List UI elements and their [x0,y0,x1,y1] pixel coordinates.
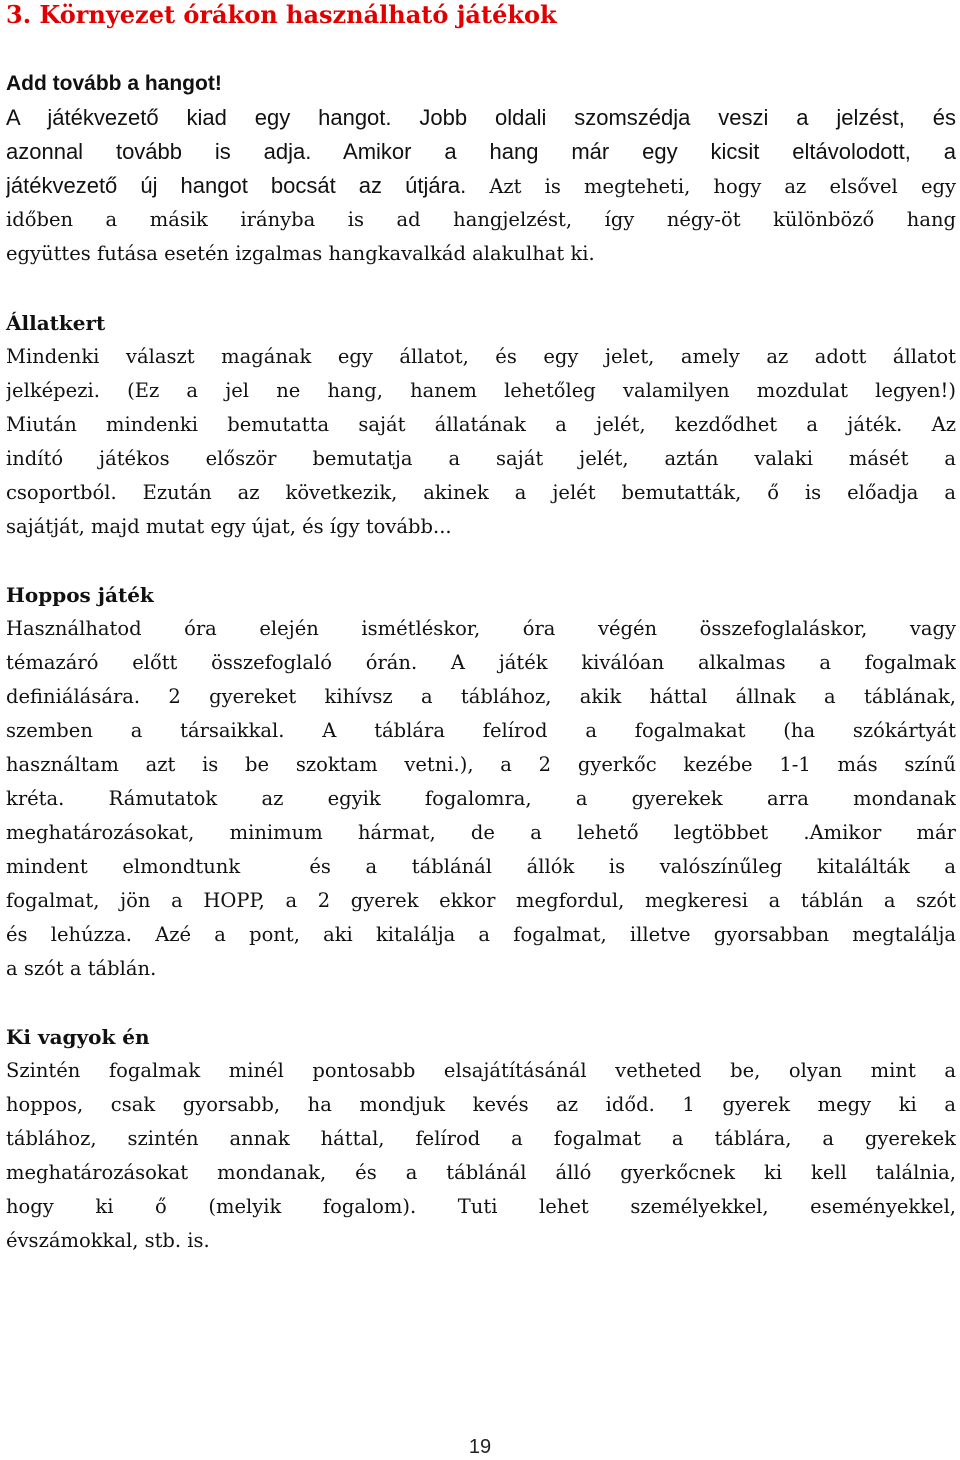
paragraph-line: azonnal tovább is adja. Amikor a hang már egy kicsit eltávolodott, a [6,139,956,164]
paragraph-line-serif-part: Azt is megteheti, hogy az elsővel egy [489,175,956,198]
paragraph-line: jelképezi. (Ez a jel ne hang, hanem lehetőleg valamilyen mozdulat legyen!) [6,379,956,402]
section-ki-vagyok-en [6,1020,956,1258]
paragraph-line: használtam azt is be szoktam vetni.), a 2 gyerkőc kezébe 1-1 más színű [6,753,956,776]
paragraph-line: A játékvezető kiad egy hangot. Jobb oldali szomszédja veszi a jelzést, és [6,105,956,130]
paragraph-line: Miután mindenki bemutatta saját állatának a jelét, kezdődhet a játék. Az [6,413,956,436]
paragraph-line: definiálására. 2 gyereket kihívsz a táblához, akik háttal állnak a táblának, [6,685,956,708]
section-heading: Ki vagyok én [6,1025,150,1049]
paragraph-line: szemben a társaikkal. A táblára felírod a fogalmakat (ha szókártyát [6,719,956,742]
page-number: 19 [468,1436,492,1458]
paragraph-line: témazáró előtt összefoglaló órán. A játék kiválóan alkalmas a fogalmak [6,651,956,674]
paragraph-line: hoppos, csak gyorsabb, ha mondjuk kevés az időd. 1 gyerek megy ki a [6,1093,956,1116]
section-heading: Add tovább a hangot! [6,72,222,95]
section-body-serif [6,203,956,271]
paragraph-line: sajátját, majd mutat egy újat, és így tovább... [6,515,452,538]
chapter-title: 3. Környezet órákon használható játékok [6,0,557,29]
paragraph-line: mindent elmondtunk és a táblánál állók is valószínűleg kitalálták a [6,855,956,878]
paragraph-line: hogy ki ő (melyik fogalom). Tuti lehet személyekkel, eseményekkel, [6,1195,956,1218]
paragraph-line: indító játékos először bemutatja a saját jelét, aztán valaki másét a [6,447,956,470]
section-hoppos-jatek [6,578,956,986]
section-heading: Hoppos játék [6,583,154,607]
paragraph-line: kréta. Rámutatok az egyik fogalomra, a gyerekek arra mondanak [6,787,956,810]
paragraph-line: csoportból. Ezután az következik, akinek a jelét bemutatták, ő is előadja a [6,481,956,504]
paragraph-line: időben a másik irányba is ad hangjelzést, így négy-öt különböző hang [6,208,956,231]
paragraph-line: és lehúzza. Azé a pont, aki kitalálja a fogalmat, illetve gyorsabban megtalálja [6,923,956,946]
section-allatkert [6,306,956,544]
paragraph-line: Mindenki választ magának egy állatot, és egy jelet, amely az adott állatot [6,345,956,368]
paragraph-line: fogalmat, jön a HOPP, a 2 gyerek ekkor megfordul, megkeresi a táblán a szót [6,889,956,912]
paragraph-line: táblához, szintén annak háttal, felírod a fogalmat a táblára, a gyerekek [6,1127,956,1150]
paragraph-line: évszámokkal, stb. is. [6,1229,210,1252]
paragraph-line: a szót a táblán. [6,957,157,980]
section-add-tovabb [6,67,956,271]
paragraph-line: együttes futása esetén izgalmas hangkavalkád alakulhat ki. [6,242,595,265]
section-body [6,101,956,169]
paragraph-line: Használhatod óra elején ismétléskor, óra végén összefoglaláskor, vagy [6,617,956,640]
paragraph-line: meghatározásokat mondanak, és a táblánál álló gyerkőcnek ki kell találnia, [6,1161,956,1184]
paragraph-line: Szintén fogalmak minél pontosabb elsajátításánál vetheted be, olyan mint a [6,1059,956,1082]
paragraph-line-sans-part: játékvezető új hangot bocsát az útjára. [6,173,490,198]
paragraph-line: meghatározásokat, minimum hármat, de a lehető legtöbbet .Amikor már [6,821,956,844]
section-heading: Állatkert [6,311,106,335]
paragraph-line-mixed [6,169,956,203]
